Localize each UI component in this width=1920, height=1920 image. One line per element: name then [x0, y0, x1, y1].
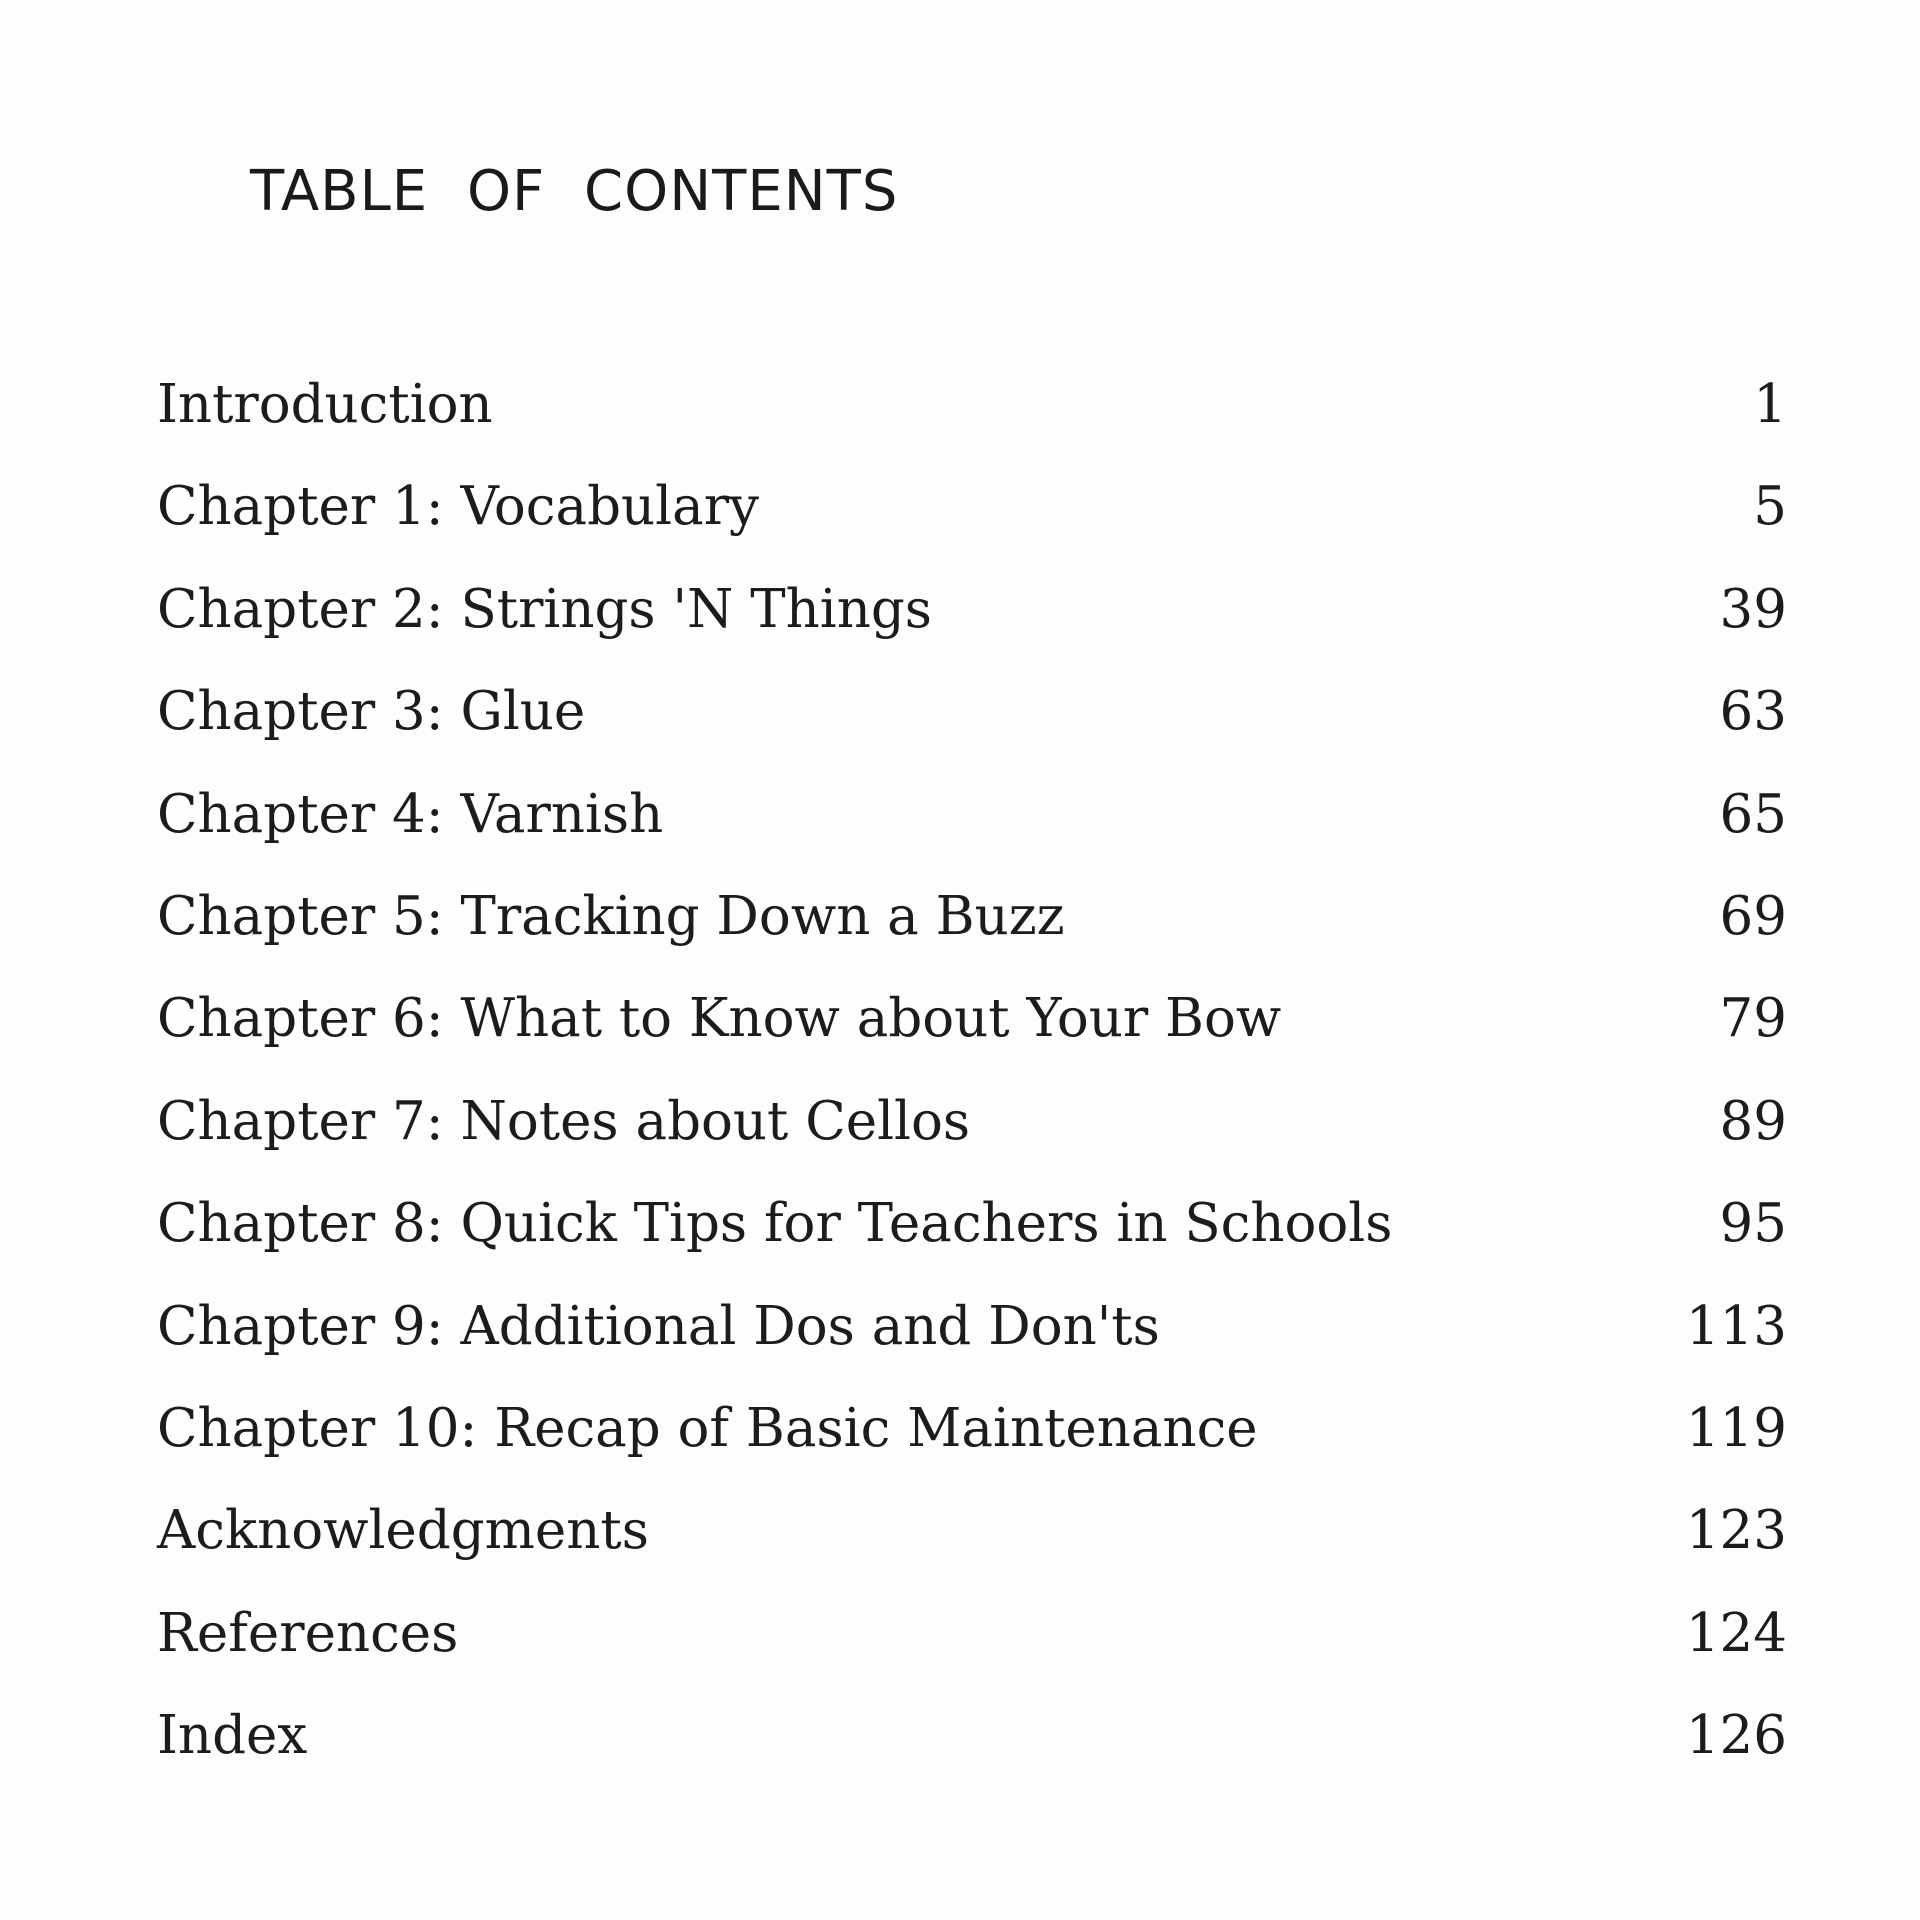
toc-heading: TABLE OF CONTENTS: [250, 159, 899, 224]
toc-entry-page: 124: [1685, 1602, 1787, 1664]
toc-entry-title: Chapter 1: Vocabulary: [157, 476, 759, 538]
toc-entry-page: 39: [1719, 578, 1787, 640]
toc-entry-title: References: [157, 1602, 459, 1664]
toc-entry-chapter-9: [157, 1295, 1787, 1402]
toc-entry-chapter-6: [157, 988, 1787, 1094]
toc-entry-references: [157, 1602, 1787, 1709]
toc-entry-page: 89: [1719, 1090, 1787, 1152]
toc-entry-page: 5: [1753, 476, 1787, 538]
toc-entry-title: Chapter 2: Strings 'N Things: [157, 578, 932, 640]
toc-entry-acknowledgments: [157, 1500, 1787, 1606]
toc-entry-page: 69: [1719, 885, 1787, 947]
toc-entry-chapter-8: [157, 1193, 1787, 1299]
toc-entry-page: 113: [1685, 1295, 1787, 1357]
toc-entry-page: 123: [1685, 1500, 1787, 1562]
toc-entry-title: Chapter 8: Quick Tips for Teachers in Schools: [157, 1193, 1393, 1255]
toc-entry-index: [157, 1705, 1787, 1811]
toc-entry-chapter-7: [157, 1090, 1787, 1197]
toc-entry-title: Chapter 6: What to Know about Your Bow: [157, 988, 1282, 1050]
toc-entry-chapter-3: [157, 681, 1787, 787]
toc-entry-title: Chapter 10: Recap of Basic Maintenance: [157, 1397, 1258, 1459]
toc-entry-chapter-2: [157, 578, 1787, 685]
toc-entry-title: Chapter 7: Notes about Cellos: [157, 1090, 971, 1152]
toc-entry-title: Chapter 9: Additional Dos and Don'ts: [157, 1295, 1160, 1357]
toc-entry-page: 119: [1685, 1397, 1787, 1459]
toc-entry-chapter-10: [157, 1397, 1787, 1504]
toc-entry-introduction: [157, 374, 1787, 480]
toc-entry-page: 65: [1719, 783, 1787, 845]
toc-entry-title: Introduction: [157, 374, 493, 435]
toc-entry-title: Acknowledgments: [157, 1500, 649, 1562]
toc-entry-title: Index: [157, 1705, 308, 1767]
toc-entry-page: 1: [1753, 374, 1787, 435]
toc-entry-chapter-5: [157, 885, 1787, 992]
toc-entry-title: Chapter 3: Glue: [157, 681, 586, 743]
toc-entry-page: 63: [1719, 681, 1787, 743]
toc-entry-chapter-4: [157, 783, 1787, 890]
toc-list: [157, 374, 1787, 1811]
toc-entry-page: 126: [1685, 1705, 1787, 1767]
toc-entry-page: 79: [1719, 988, 1787, 1050]
toc-entry-chapter-1: [157, 476, 1787, 582]
toc-entry-title: Chapter 4: Varnish: [157, 783, 664, 845]
toc-entry-title: Chapter 5: Tracking Down a Buzz: [157, 885, 1065, 947]
toc-entry-page: 95: [1719, 1193, 1787, 1255]
